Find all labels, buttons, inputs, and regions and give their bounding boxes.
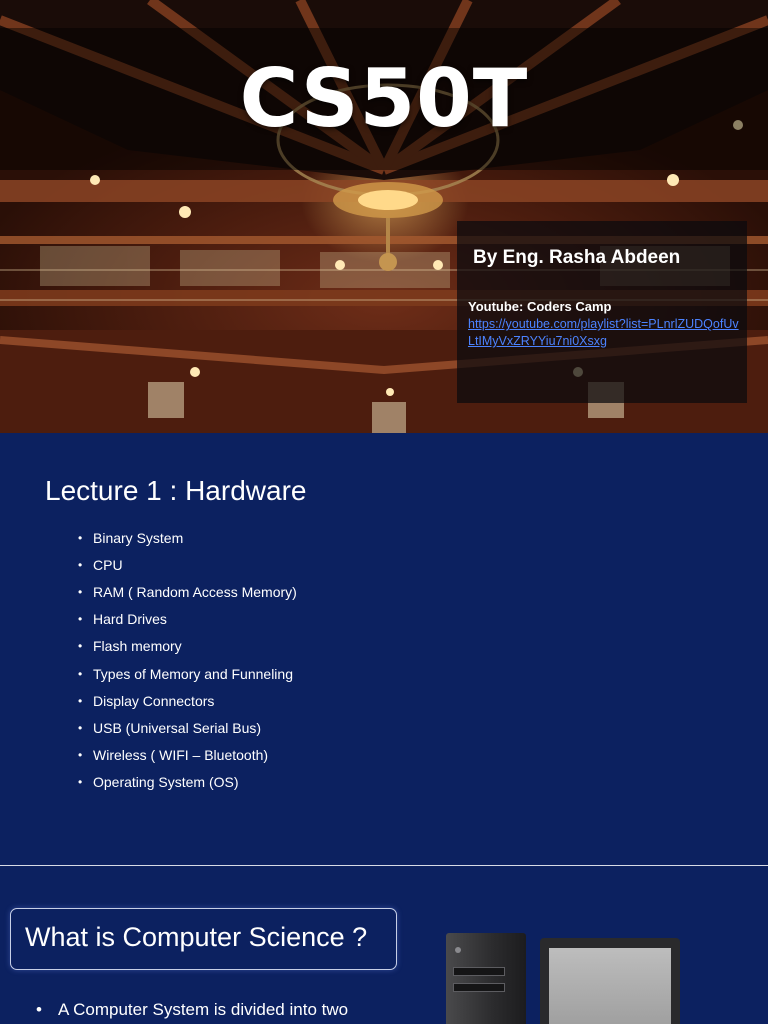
list-item <box>78 742 297 769</box>
power-button-icon <box>455 947 461 953</box>
list-item <box>78 687 297 714</box>
bullet-icon: • <box>78 748 83 763</box>
pc-tower-image <box>446 933 526 1024</box>
bullet-icon: • <box>78 530 83 545</box>
topic-list <box>78 524 297 796</box>
bullet-icon: • <box>78 639 83 654</box>
list-item <box>78 606 297 633</box>
list-item <box>78 714 297 741</box>
list-item <box>78 551 297 578</box>
bullet-icon: • <box>78 775 83 790</box>
topic-text: CPU <box>93 556 123 573</box>
bullet-icon: • <box>36 1000 42 1019</box>
topic-text: RAM ( Random Access Memory) <box>93 583 297 600</box>
bullet-icon: • <box>78 557 83 572</box>
bullet-text: A Computer System is divided into two <box>58 1000 349 1019</box>
topic-text: Types of Memory and Funneling <box>93 665 293 682</box>
author-info-box <box>457 221 747 403</box>
lecture-slide <box>0 433 768 865</box>
topic-text: Binary System <box>93 529 184 546</box>
list-item <box>78 524 297 551</box>
computer-science-slide <box>0 866 768 1024</box>
heading-box <box>10 908 397 970</box>
slide-title: CS50T <box>239 52 529 145</box>
topic-text: Hard Drives <box>93 611 167 628</box>
lecture-title: Lecture 1 : Hardware <box>45 475 307 506</box>
topic-text: Display Connectors <box>93 692 215 709</box>
list-item <box>78 633 297 660</box>
youtube-playlist-link[interactable]: https://youtube.com/playlist?list=PLnrlZUDQofUvLtIMyVxZRYYiu7ni0Xsxg <box>468 317 739 348</box>
monitor-image <box>540 938 680 1024</box>
topic-text: Operating System (OS) <box>93 774 239 791</box>
bullet-icon: • <box>78 584 83 599</box>
list-item <box>78 578 297 605</box>
computer-science-heading: What is Computer Science ? <box>25 922 368 952</box>
monitor-screen <box>549 948 671 1024</box>
author-name: By Eng. Rasha Abdeen <box>473 247 681 268</box>
body-bullet <box>36 1000 348 1020</box>
list-item <box>78 660 297 687</box>
bullet-icon: • <box>78 693 83 708</box>
list-item <box>78 769 297 796</box>
title-slide <box>0 0 768 433</box>
topic-text: Flash memory <box>93 638 182 655</box>
bullet-icon: • <box>78 720 83 735</box>
bullet-icon: • <box>78 666 83 681</box>
topic-text: Wireless ( WIFI – Bluetooth) <box>93 747 269 764</box>
youtube-label: Youtube: Coders Camp <box>468 299 612 314</box>
topic-text: USB (Universal Serial Bus) <box>93 719 262 736</box>
bullet-icon: • <box>78 612 83 627</box>
drive-bay <box>453 967 505 976</box>
drive-bay <box>453 983 505 992</box>
